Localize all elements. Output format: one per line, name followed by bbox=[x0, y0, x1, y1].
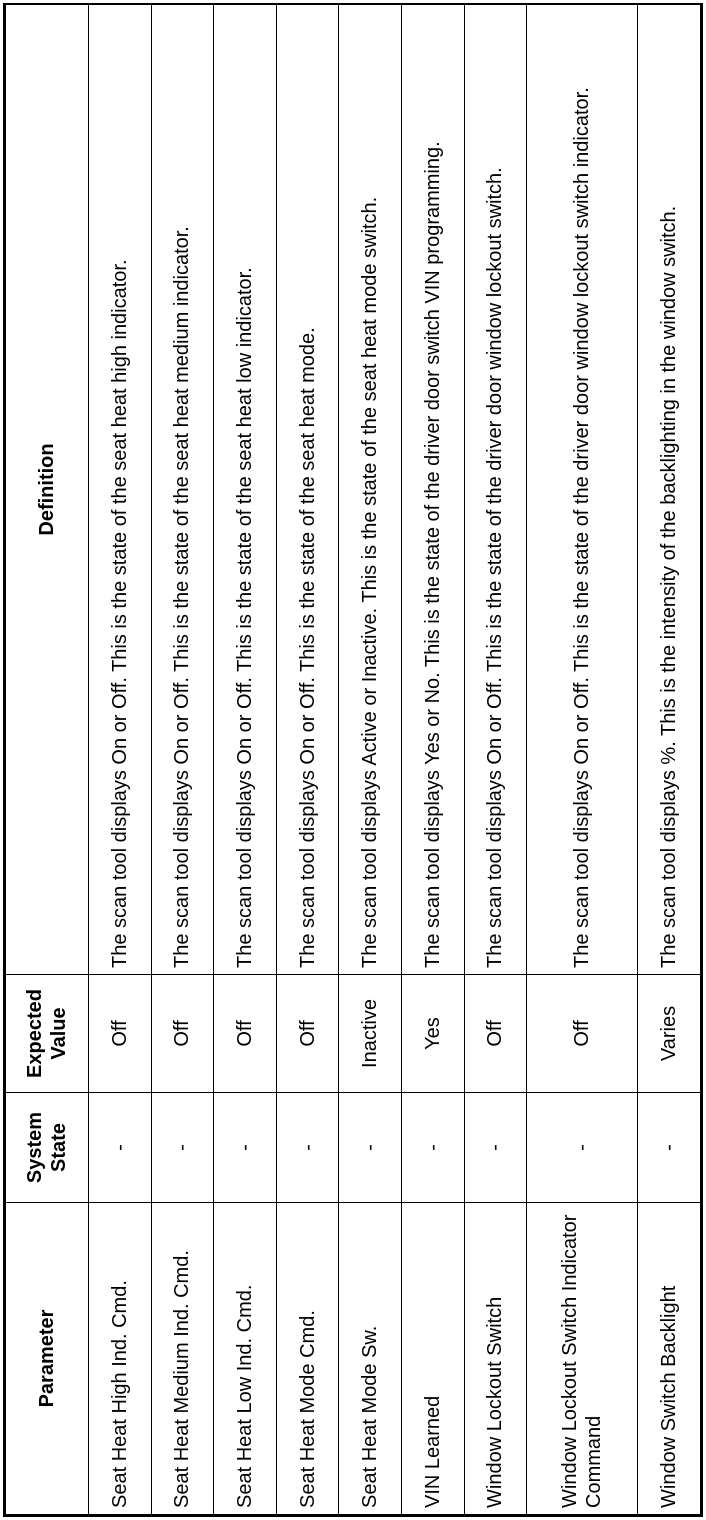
cell-system-state: - bbox=[527, 1093, 638, 1203]
cell-parameter: Window Switch Backlight bbox=[638, 1203, 701, 1515]
cell-parameter: Window Lockout Switch Indicator Command bbox=[527, 1203, 638, 1515]
cell-definition: The scan tool displays Yes or No. This is the state of the driver door switch VIN programming. bbox=[402, 5, 465, 975]
cell-expected-value: Varies bbox=[638, 975, 701, 1093]
cell-system-state: - bbox=[339, 1093, 402, 1203]
cell-expected-value: Off bbox=[151, 975, 214, 1093]
header-row bbox=[6, 5, 89, 1515]
cell-definition: The scan tool displays On or Off. This is the state of the seat heat high indicator. bbox=[89, 5, 152, 975]
cell-parameter: Seat Heat Low Ind. Cmd. bbox=[214, 1203, 277, 1515]
cell-definition: The scan tool displays %. This is the intensity of the backlighting in the window switch. bbox=[638, 5, 701, 975]
table-row bbox=[464, 5, 527, 1515]
table-row bbox=[214, 5, 277, 1515]
table-row bbox=[638, 5, 701, 1515]
table-row bbox=[402, 5, 465, 1515]
header-expected-value: Expected Value bbox=[6, 975, 89, 1093]
table-row bbox=[339, 5, 402, 1515]
cell-expected-value: Off bbox=[527, 975, 638, 1093]
cell-expected-value: Off bbox=[464, 975, 527, 1093]
cell-expected-value: Yes bbox=[402, 975, 465, 1093]
cell-system-state: - bbox=[151, 1093, 214, 1203]
cell-system-state: - bbox=[402, 1093, 465, 1203]
cell-definition: The scan tool displays On or Off. This is the state of the driver door window lockout switch. bbox=[464, 5, 527, 975]
header-parameter: Parameter bbox=[6, 1203, 89, 1515]
cell-parameter: Seat Heat High Ind. Cmd. bbox=[89, 1203, 152, 1515]
cell-expected-value: Off bbox=[214, 975, 277, 1093]
cell-parameter: Window Lockout Switch bbox=[464, 1203, 527, 1515]
table-row bbox=[89, 5, 152, 1515]
cell-system-state: - bbox=[638, 1093, 701, 1203]
cell-definition: The scan tool displays On or Off. This is the state of the seat heat low indicator. bbox=[214, 5, 277, 975]
cell-parameter: Seat Heat Mode Cmd. bbox=[276, 1203, 339, 1515]
header-definition: Definition bbox=[6, 5, 89, 975]
cell-system-state: - bbox=[276, 1093, 339, 1203]
cell-expected-value: Off bbox=[276, 975, 339, 1093]
table-row bbox=[151, 5, 214, 1515]
parameter-table bbox=[5, 4, 701, 1515]
table-row bbox=[276, 5, 339, 1515]
cell-definition: The scan tool displays On or Off. This is the state of the seat heat mode. bbox=[276, 5, 339, 975]
cell-system-state: - bbox=[214, 1093, 277, 1203]
cell-system-state: - bbox=[89, 1093, 152, 1203]
cell-expected-value: Off bbox=[89, 975, 152, 1093]
cell-definition: The scan tool displays On or Off. This is the state of the driver door window lockout switch indicator. bbox=[527, 5, 638, 975]
cell-definition: The scan tool displays On or Off. This is the state of the seat heat medium indicator. bbox=[151, 5, 214, 975]
cell-parameter: Seat Heat Mode Sw. bbox=[339, 1203, 402, 1515]
cell-parameter: VIN Learned bbox=[402, 1203, 465, 1515]
cell-system-state: - bbox=[464, 1093, 527, 1203]
cell-expected-value: Inactive bbox=[339, 975, 402, 1093]
cell-parameter: Seat Heat Medium Ind. Cmd. bbox=[151, 1203, 214, 1515]
header-system-state: System State bbox=[6, 1093, 89, 1203]
table-row bbox=[527, 5, 638, 1515]
cell-definition: The scan tool displays Active or Inactive. This is the state of the seat heat mode switch. bbox=[339, 5, 402, 975]
